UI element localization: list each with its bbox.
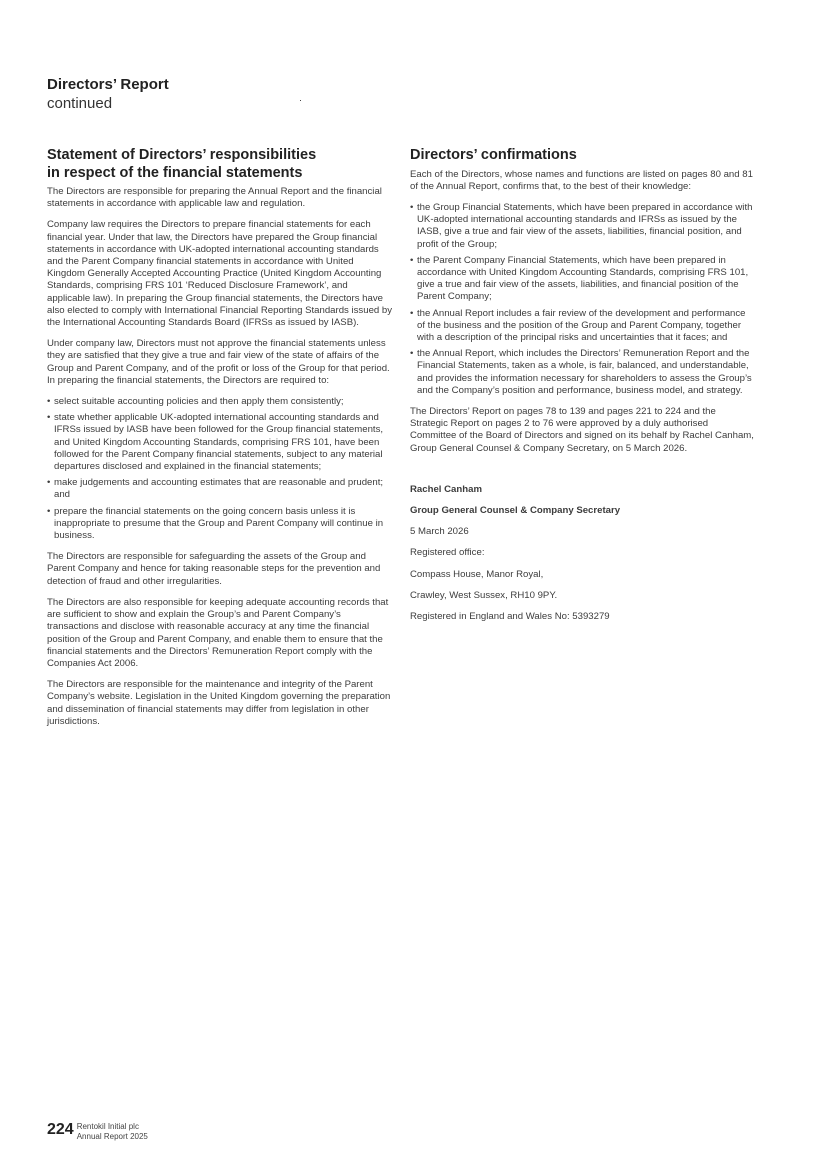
signatory-role: Group General Counsel & Company Secretary	[410, 504, 621, 516]
paragraph: Under company law, Directors must not approve the financial statements unless they are satisfied that they give a true and fair view of the state of affairs of the Group and Parent Company, and of the profit or loss of the Group for that period. In preparing the financial statements, the Directors are required to:	[47, 338, 390, 386]
responsibilities-heading	[47, 147, 393, 182]
list-item: • prepare the financial statements on the going concern basis unless it is inappropriate to presume that the Group and Parent Company will continue in business.	[47, 506, 393, 543]
paragraph: The Directors are responsible for the maintenance and integrity of the Parent Company’s website. Legislation in the United Kingdom governing the preparation and dissemination of financial statements may differ from legislation in other jurisdictions.	[47, 679, 391, 727]
page-header	[47, 76, 169, 113]
registered-office-label: Registered office:	[410, 547, 485, 559]
list-item: • make judgements and accounting estimates that are reasonable and prudent; and	[47, 477, 393, 501]
paragraph: Company law requires the Directors to prepare financial statements for each financial year. Under that law, the Directors have prepared the Group financial statements in accordance with UK-adopted international accounting standards and the Parent Company financial statements in accordance with United Kingdom Generally Accepted Accounting Practice (United Kingdom Accounting Standards, comprising FRS 101 ‘Reduced Disclosure Framework’, and applicable law). In preparing the Group financial statements, the Directors have also elected to comply with International Financial Reporting Standards issued by the International Accounting Standards Board (IFRSs as issued by IASB).	[47, 219, 393, 329]
report-name: Annual Report 2025	[76, 1132, 148, 1141]
paragraph: The Directors are responsible for preparing the Annual Report and the financial statements in accordance with applicable law and regulation.	[47, 186, 382, 210]
list-item: • the Annual Report, which includes the Directors’ Remuneration Report and the Financial Statements, taken as a whole, is fair, balanced, and understandable, and provides the information necessary for shareholders to assess the Group’s and the Company’s position and performance, business model, and strategy.	[410, 348, 756, 397]
left-column	[47, 147, 393, 737]
confirmations-heading: Directors’ confirmations	[410, 147, 577, 163]
stray-dot	[300, 100, 301, 101]
registration-number: Registered in England and Wales No: 5393279	[410, 610, 610, 622]
list-item: • state whether applicable UK-adopted international accounting standards and IFRSs issued by IASB have been followed for the Group financial statements, and United Kingdom Accounting Standards, comprising FRS 101, have been followed for the Parent Company financial statements, subject to any material departures disclosed and explained in the financial statements;	[47, 412, 393, 473]
confirmations-list	[410, 202, 756, 397]
requirements-list	[47, 396, 393, 542]
signature-date: 5 March 2026	[410, 526, 469, 538]
paragraph: The Directors are also responsible for keeping adequate accounting records that are sufficient to show and explain the Group’s and Parent Company’s transactions and disclose with reasonable accuracy at any time the financial position of the Group and Parent Company, and enable them to ensure that the financial statements and the Directors’ Remuneration Report comply with the Companies Act 2006.	[47, 596, 389, 669]
company-name: Rentokil Initial plc	[76, 1122, 139, 1131]
page-number: 224	[47, 1121, 74, 1138]
list-item: • the Parent Company Financial Statements, which have been prepared in accordance with United Kingdom Accounting Standards, comprising FRS 101, give a true and fair view of the assets, liabilities, and financial position of the Parent Company;	[410, 255, 756, 304]
page-title: Directors’ Report	[47, 76, 169, 93]
paragraph: Each of the Directors, whose names and functions are listed on pages 80 and 81 of the Annual Report, confirms that, to the best of their knowledge:	[410, 168, 753, 192]
right-column	[410, 147, 756, 632]
list-item: • select suitable accounting policies and then apply them consistently;	[47, 396, 393, 408]
paragraph: The Directors’ Report on pages 78 to 139 and pages 221 to 224 and the Strategic Report on pages 2 to 76 were approved by a duly authorised Committee of the Board of Directors and signed on its behalf by Rachel Canham, Group General Counsel & Company Secretary, on 5 March 2026.	[410, 405, 754, 454]
list-item: • the Group Financial Statements, which have been prepared in accordance with UK-adopted international accounting standards and IFRSs as issued by the IASB, give a true and fair view of the assets, liabilities, financial position, and profit of the Group;	[410, 202, 756, 251]
page-subtitle: continued	[47, 95, 113, 112]
heading-line-2: in respect of the financial statements	[47, 164, 303, 181]
address-line: Compass House, Manor Royal,	[410, 568, 544, 580]
signatory-name: Rachel Canham	[410, 483, 482, 495]
list-item: • the Annual Report includes a fair review of the development and performance of the business and the position of the Group and Parent Company, together with a description of the principal risks and uncertainties that it faces; and	[410, 308, 756, 345]
address-line: Crawley, West Sussex, RH10 9PY.	[410, 589, 558, 601]
footer-meta	[77, 1121, 148, 1142]
page-footer	[47, 1121, 148, 1142]
paragraph: The Directors are responsible for safeguarding the assets of the Group and Parent Company and hence for taking reasonable steps for the prevention and detection of fraud and other irregularities.	[47, 551, 381, 587]
heading-line-1: Statement of Directors’ responsibilities	[47, 147, 317, 163]
